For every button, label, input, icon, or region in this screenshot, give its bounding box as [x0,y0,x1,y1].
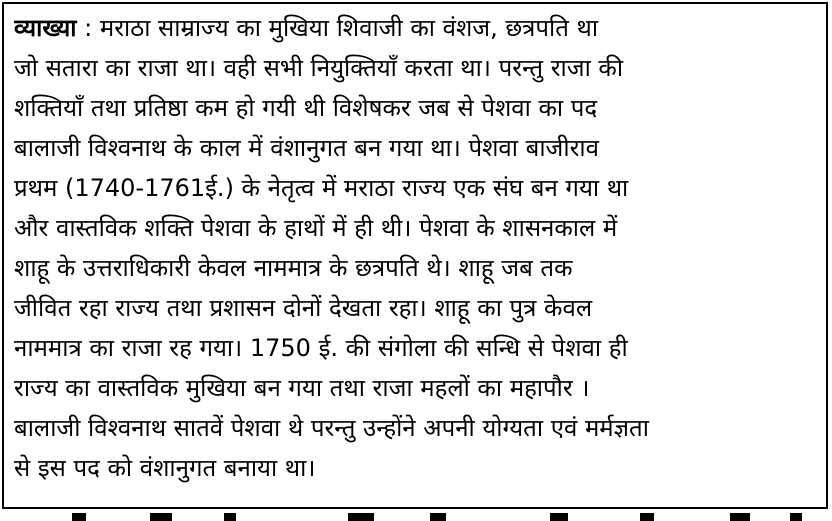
text-line-7: शाहू के उत्तराधिकारी केवल नाममात्र के छत्रपति थे। शाहू जब तक [14,254,573,282]
explanation-box [2,2,828,509]
text-line-3: शक्तियाँ तथा प्रतिष्ठा कम हो गयी थी विशेषकर जब से पेशवा का पद [14,94,598,122]
cut-off-glyph [550,513,568,521]
cut-off-glyph [640,513,654,521]
cut-off-glyph [430,513,446,521]
text-line-6: और वास्तविक शक्ति पेशवा के हाथों में ही थी। पेशवा के शासनकाल में [14,214,618,242]
cut-off-glyph [72,513,86,521]
text-line-10: राज्य का वास्तविक मुखिया बन गया तथा राजा महलों का महापौर । [14,374,590,402]
cut-off-next-line [0,511,832,521]
heading-separator: : [76,14,100,42]
line-1-text: मराठा साम्राज्य का मुखिया शिवाजी का वंशज, छत्रपति था [99,14,599,42]
text-line-1 [14,10,826,46]
cut-off-glyph [150,513,172,521]
cut-off-glyph [790,513,802,521]
text-line-5: प्रथम (1740-1761ई.) के नेतृत्व में मराठा राज्य एक संघ बन गया था [14,174,629,202]
text-line-8: जीवित रहा राज्य तथा प्रशासन दोनों देखता रहा। शाहू का पुत्र केवल [14,294,593,322]
explanation-heading: व्याख्या [14,14,77,42]
text-line-9: नाममात्र का राजा रह गया। 1750 ई. की संगोला की सन्धि से पेशवा ही [14,334,628,362]
text-line-12: से इस पद को वंशानुगत बनाया था। [14,454,316,482]
cut-off-glyph [224,513,236,521]
text-line-4: बालाजी विश्वनाथ के काल में वंशानुगत बन गया था। पेशवा बाजीराव [14,134,599,162]
cut-off-glyph [730,513,750,521]
text-line-11: बालाजी विश्वनाथ सातवें पेशवा थे परन्तु उन्होंने अपनी योग्यता एवं मर्मज्ञता [14,414,649,442]
text-line-2: जो सतारा का राजा था। वही सभी नियुक्तियाँ करता था। परन्तु राजा की [14,54,624,82]
cut-off-glyph [348,513,374,521]
